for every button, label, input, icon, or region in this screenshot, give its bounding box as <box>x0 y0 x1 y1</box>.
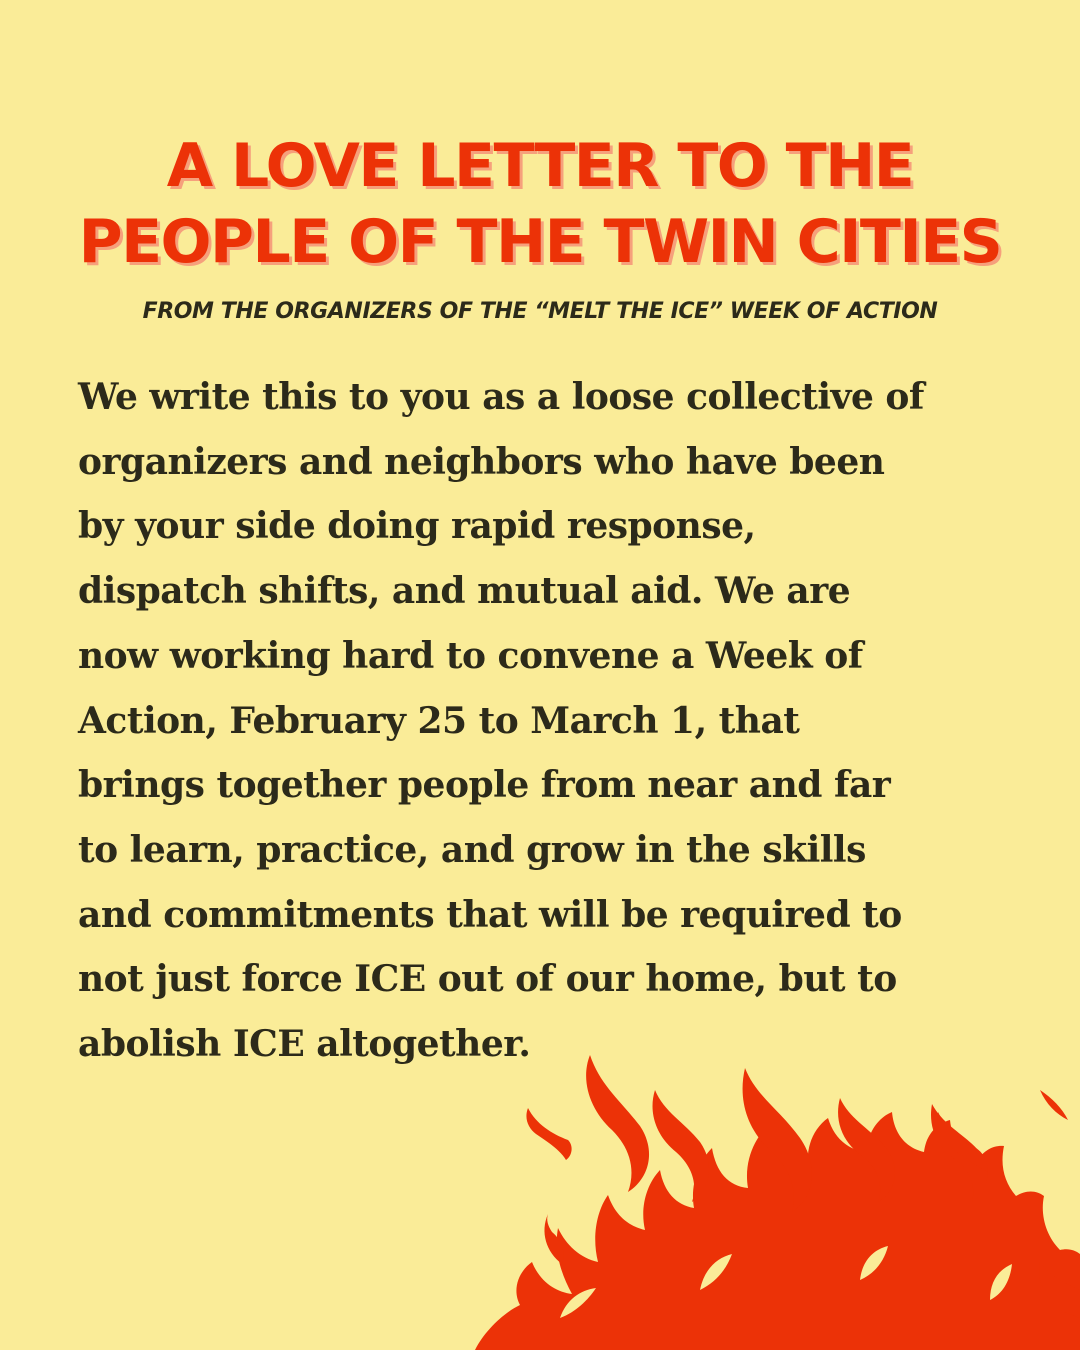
title-line-2: PEOPLE OF THE TWIN CITIES <box>78 207 1002 277</box>
subtitle: FROM THE ORGANIZERS OF THE “MELT THE ICE” WEEK OF ACTION <box>142 299 938 324</box>
body-line: We write this to you as a loose collective of <box>78 376 924 418</box>
body-line: abolish ICE altogether. <box>78 1023 531 1066</box>
body-line: by your side doing rapid response, <box>78 505 756 548</box>
body-line: to learn, practice, and grow in the skills <box>78 828 866 871</box>
body-line: organizers and neighbors who have been <box>78 440 885 483</box>
body-line: now working hard to convene a Week of <box>78 634 863 677</box>
body-line: not just force ICE out of our home, but to <box>78 958 897 1001</box>
body-line: brings together people from near and far <box>78 764 891 807</box>
body-line: and commitments that will be required to <box>78 893 902 936</box>
body-line: dispatch shifts, and mutual aid. We are <box>78 570 851 613</box>
letter-body <box>78 365 1028 1077</box>
flames-icon <box>460 1040 1080 1350</box>
page-title <box>0 128 1080 280</box>
title-line-1: A LOVE LETTER TO THE <box>166 131 914 201</box>
body-line: Action, February 25 to March 1, that <box>78 699 800 742</box>
